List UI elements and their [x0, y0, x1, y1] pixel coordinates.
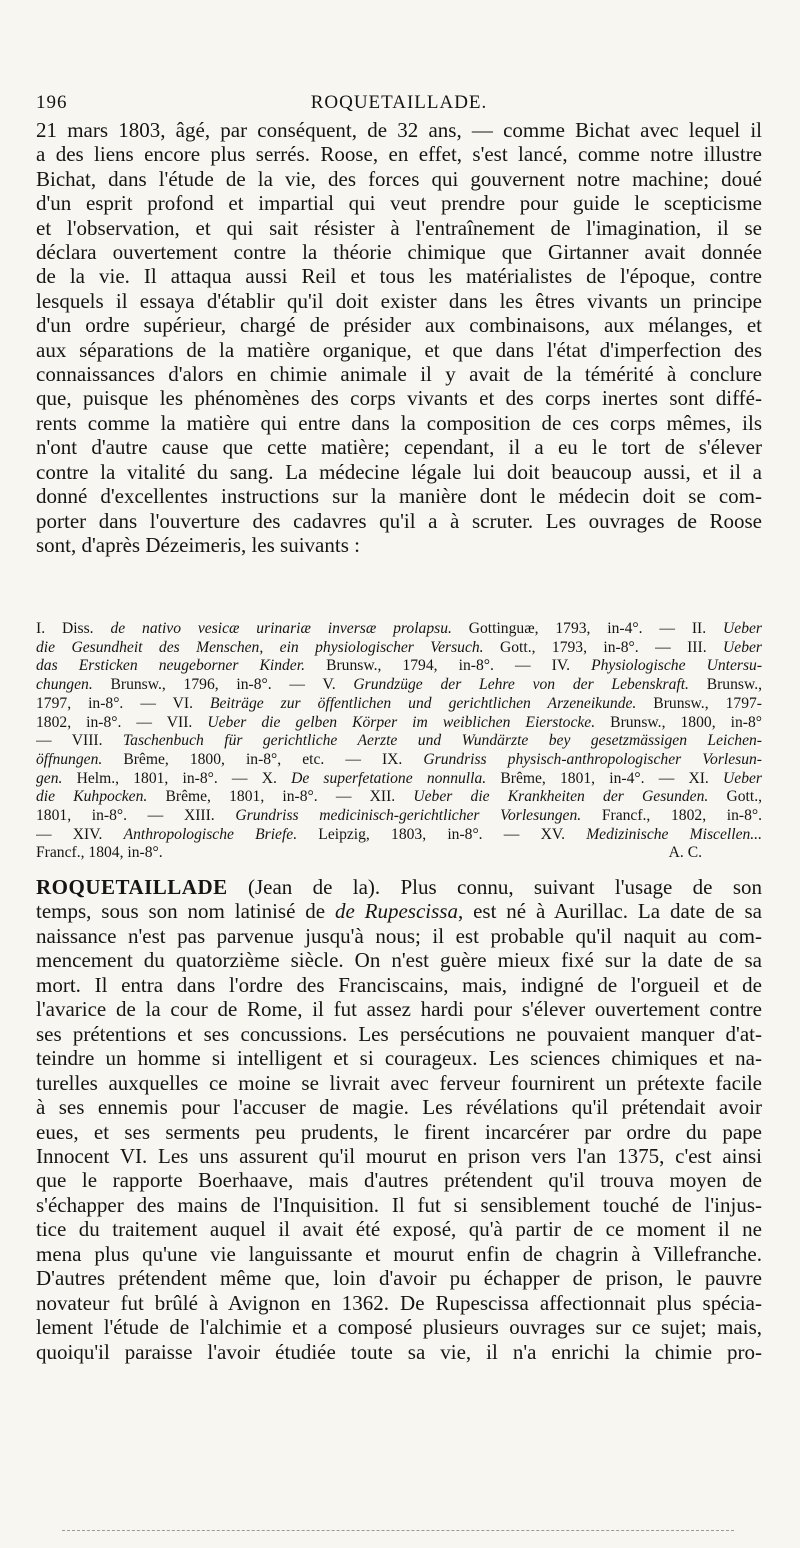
text-line — [36, 1168, 762, 1192]
text-line — [36, 695, 762, 714]
text-run: 1802, in-8°. — VII. — [36, 713, 208, 731]
text-run: Gott., — [708, 788, 762, 806]
text-line — [36, 1193, 762, 1217]
text-line — [36, 1071, 762, 1095]
text-line: donné d'excellentes instructions sur la manière dont le médecin doit se com- — [36, 484, 762, 509]
text-line — [36, 1095, 762, 1119]
text-line — [36, 844, 762, 863]
text-run: Leipzig, 1803, in-8°. — XV. — [297, 825, 587, 843]
text-run: Brunsw., 1800, in-8° — [595, 713, 762, 731]
text-line: a des liens encore plus serrés. Roose, en effet, s'est lancé, comme notre illustre — [36, 142, 762, 167]
text-line — [36, 1120, 762, 1144]
text-run: Francf., 1802, in-8°. — [581, 807, 762, 825]
text-run: mena plus qu'une vie languissante et mourut enfin de chagrin à Villefranche. — [36, 1241, 762, 1266]
text-line: d'un esprit profond et impartial qui veut prendre pour guide le scepticisme — [36, 191, 762, 216]
bibliography-list — [36, 620, 762, 863]
text-line — [36, 1340, 762, 1364]
text-line — [36, 826, 762, 845]
text-line: sont, d'après Dézeimeris, les suivants : — [36, 532, 360, 557]
text-line — [36, 1266, 762, 1290]
text-line: connaissances d'alors en chimie animale il y avait de la témérité à conclure — [36, 362, 762, 387]
text-run: 1801, in-8°. — XIII. — [36, 807, 236, 825]
text-run: — XIV. — [36, 825, 124, 843]
text-run: Helm., 1801, in-8°. — X. — [62, 769, 292, 787]
text-run: Brunsw., — [688, 676, 762, 694]
italic-title: de Rupescissa — [334, 899, 458, 924]
text-line — [36, 620, 762, 639]
text-run: Brême, 1800, in-8°, etc. — IX. — [102, 750, 424, 768]
text-line — [36, 788, 762, 807]
text-line — [36, 807, 762, 826]
text-line: 21 mars 1803, âgé, par conséquent, de 32 ans, — comme Bichat avec lequel il — [36, 118, 762, 142]
text-line: lesquels il essaya d'établir qu'il doit exister dans les êtres vivants un principe — [36, 288, 762, 313]
text-line — [36, 1022, 762, 1046]
italic-title: die Gesundheit des Menschen, ein physiologischer Versuch. — [36, 638, 484, 656]
text-run: Gott., 1793, in-8°. — III. — [483, 638, 724, 656]
italic-title: de nativo vesicæ urinariæ inversæ prolapsu. — [110, 620, 452, 637]
text-line: contre la vitalité du sang. La médecine légale lui doit beaucoup aussi, et il a — [36, 459, 762, 484]
text-run: Brunsw., 1794, in-8°. — IV. — [304, 657, 592, 675]
footer-rule — [62, 1530, 734, 1531]
text-line: Bichat, dans l'étude de la vie, des forces qui gouvernent notre machine; doué — [36, 166, 762, 191]
text-run: Brunsw., 1797- — [636, 694, 762, 712]
text-line — [36, 732, 762, 751]
body-paragraph — [36, 118, 762, 557]
italic-title: das Ersticken neugeborner Kinder. — [36, 657, 305, 675]
text-run: que le rapporte Boerhaave, mais d'autres prétendent qu'il trouva moyen de — [36, 1168, 762, 1193]
text-line: aux séparations de la matière organique, et que dans l'état d'imperfection des — [36, 337, 762, 362]
text-run: tice du traitement auquel il avait été exposé, qu'à partir de ce moment il ne — [36, 1217, 762, 1242]
text-run: novateur fut brûlé à Avignon en 1362. De Rupescissa affectionnait plus spécia- — [36, 1290, 762, 1315]
text-line — [36, 1217, 762, 1241]
text-line — [36, 714, 762, 733]
text-run: I. Diss. — [36, 620, 111, 637]
text-run: Brême, 1801, in-4°. — XI. — [486, 769, 724, 787]
text-line — [36, 676, 762, 695]
text-run: D'autres prétendent même que, loin d'avoir pu échapper de prison, le pauvre — [36, 1266, 762, 1291]
text-line — [36, 751, 762, 770]
text-run: , est né à Aurillac. La date de sa — [457, 899, 762, 924]
entry-roquetaillade — [36, 875, 762, 1364]
entry-first-line-rest: (Jean de la). Plus connu, suivant l'usage de son — [227, 875, 762, 899]
entry-first-line — [36, 875, 762, 899]
italic-title: chungen. — [36, 676, 93, 694]
document-page — [36, 0, 762, 1548]
text-line — [36, 948, 762, 972]
text-run: eues, et ses serments peu prudents, le firent incarcérer par ordre du pape — [36, 1119, 762, 1144]
text-run: turelles auxquelles ce moine se livrait avec ferveur fournirent un prétexte facile — [36, 1070, 762, 1095]
italic-title: Grundriss medicinisch-gerichtlicher Vorlesungen. — [235, 807, 582, 825]
italic-title: Ueber — [723, 638, 762, 656]
text-line — [36, 1144, 762, 1168]
text-line — [36, 1291, 762, 1315]
italic-title: öffnungen. — [36, 750, 103, 768]
italic-title: Ueber — [723, 620, 762, 637]
text-line: porter dans l'ouverture des cadavres qu'il a à scruter. Les ouvrages de Roose — [36, 508, 762, 533]
text-line — [36, 997, 762, 1021]
text-line — [36, 770, 762, 789]
text-run: mort. Il entra dans l'ordre des Franciscains, mais, indigné de l'orgueil et de — [36, 972, 762, 997]
text-run: mencement du quatorzième siècle. On n'est guère mieux fixé sur la date de sa — [36, 948, 762, 973]
text-run: lement l'étude de l'alchimie et a composé plusieurs ouvrages sur ce sujet; mais, — [36, 1315, 762, 1340]
text-run: ses prétentions et ses concussions. Les persécutions ne pouvaient manquer d'at- — [36, 1021, 762, 1046]
text-run: Gottinguæ, 1793, in-4°. — II. — [451, 620, 724, 637]
text-line: de la vie. Il attaqua aussi Reil et tous les matérialistes de l'époque, contre — [36, 264, 762, 289]
italic-title: Beiträge zur öffentlichen und gerichtlichen Arzeneikunde. — [209, 694, 637, 712]
italic-title: Medizinische Miscellen... — [586, 825, 762, 843]
italic-title: De superfetatione nonnulla. — [291, 769, 487, 787]
text-line: n'ont d'autre cause que cette matière; cependant, il a eu le tort de s'élever — [36, 435, 762, 460]
page-number: 196 — [36, 92, 68, 113]
italic-title: Anthropologische Briefe. — [123, 825, 298, 843]
text-run: Brunsw., 1796, in-8°. — V. — [92, 676, 354, 694]
italic-title: gen. — [36, 769, 63, 787]
text-line: déclara ouvertement contre la théorie chimique que Girtanner avait donnée — [36, 240, 762, 265]
text-run: l'avarice de la cour de Rome, il fut assez hardi pour s'élever ouvertement contre — [36, 997, 762, 1022]
italic-title: Grundzüge der Lehre von der Lebenskraft. — [353, 676, 689, 694]
entry-headword: ROQUETAILLADE — [36, 875, 228, 899]
text-line — [36, 924, 762, 948]
italic-title: Taschenbuch für gerichtliche Aerzte und Wundärzte bey gesetzmässigen Leichen- — [122, 732, 762, 750]
text-line — [36, 899, 762, 923]
text-run: quoiqu'il paraisse l'avoir étudiée toute sa vie, il n'a enrichi la chimie pro- — [36, 1339, 762, 1364]
italic-title: Ueber die Krankheiten der Gesunden. — [413, 788, 709, 806]
text-line — [36, 1315, 762, 1339]
text-run: Brême, 1801, in-8°. — XII. — [147, 788, 414, 806]
text-line — [36, 1242, 762, 1266]
text-line — [36, 1046, 762, 1070]
text-line — [36, 639, 762, 658]
text-line: et l'observation, et qui sait résister à l'entraînement de l'imagination, il se — [36, 215, 762, 240]
text-run: temps, sous son nom latinisé de — [36, 899, 335, 924]
italic-title: die Kuhpocken. — [36, 788, 148, 806]
running-title: ROQUETAILLADE. — [310, 92, 488, 113]
text-run: Innocent VI. Les uns assurent qu'il mourut en prison vers l'an 1375, c'est ainsi — [36, 1143, 762, 1168]
italic-title: Grundriss physisch-anthropologischer Vorlesun- — [423, 750, 762, 768]
italic-title: Physiologische Untersu- — [591, 657, 762, 675]
text-run: — VIII. — [36, 732, 123, 750]
text-run: s'échapper des mains de l'Inquisition. Il fut si sensiblement touché de l'injus- — [36, 1192, 762, 1217]
text-line — [36, 657, 762, 676]
text-run: 1797, in-8°. — VI. — [36, 694, 210, 712]
text-run: à ses ennemis pour l'accuser de magie. Les révélations qu'il prétendait avoir — [36, 1095, 762, 1120]
text-line: d'un ordre supérieur, chargé de présider aux combinaisons, aux mélanges, et — [36, 313, 762, 338]
italic-title: Ueber die gelben Körper im weiblichen Eierstocke. — [207, 713, 596, 731]
text-line — [36, 973, 762, 997]
italic-title: Ueber — [723, 769, 762, 787]
text-run: Francf., 1804, in-8°. — [36, 844, 163, 862]
text-line: rents comme la matière qui entre dans la composition de ces corps mêmes, ils — [36, 410, 762, 435]
text-run: naissance n'est pas parvenue jusqu'à nous; il est probable qu'il naquit au com- — [36, 923, 762, 948]
text-line: que, puisque les phénomènes des corps vivants et des corps inertes sont diffé- — [36, 386, 762, 411]
text-run: teindre un homme si intelligent et si courageux. Les sciences chimiques et na- — [36, 1046, 762, 1071]
page-header — [36, 92, 762, 118]
author-signature: A. C. — [668, 844, 702, 862]
